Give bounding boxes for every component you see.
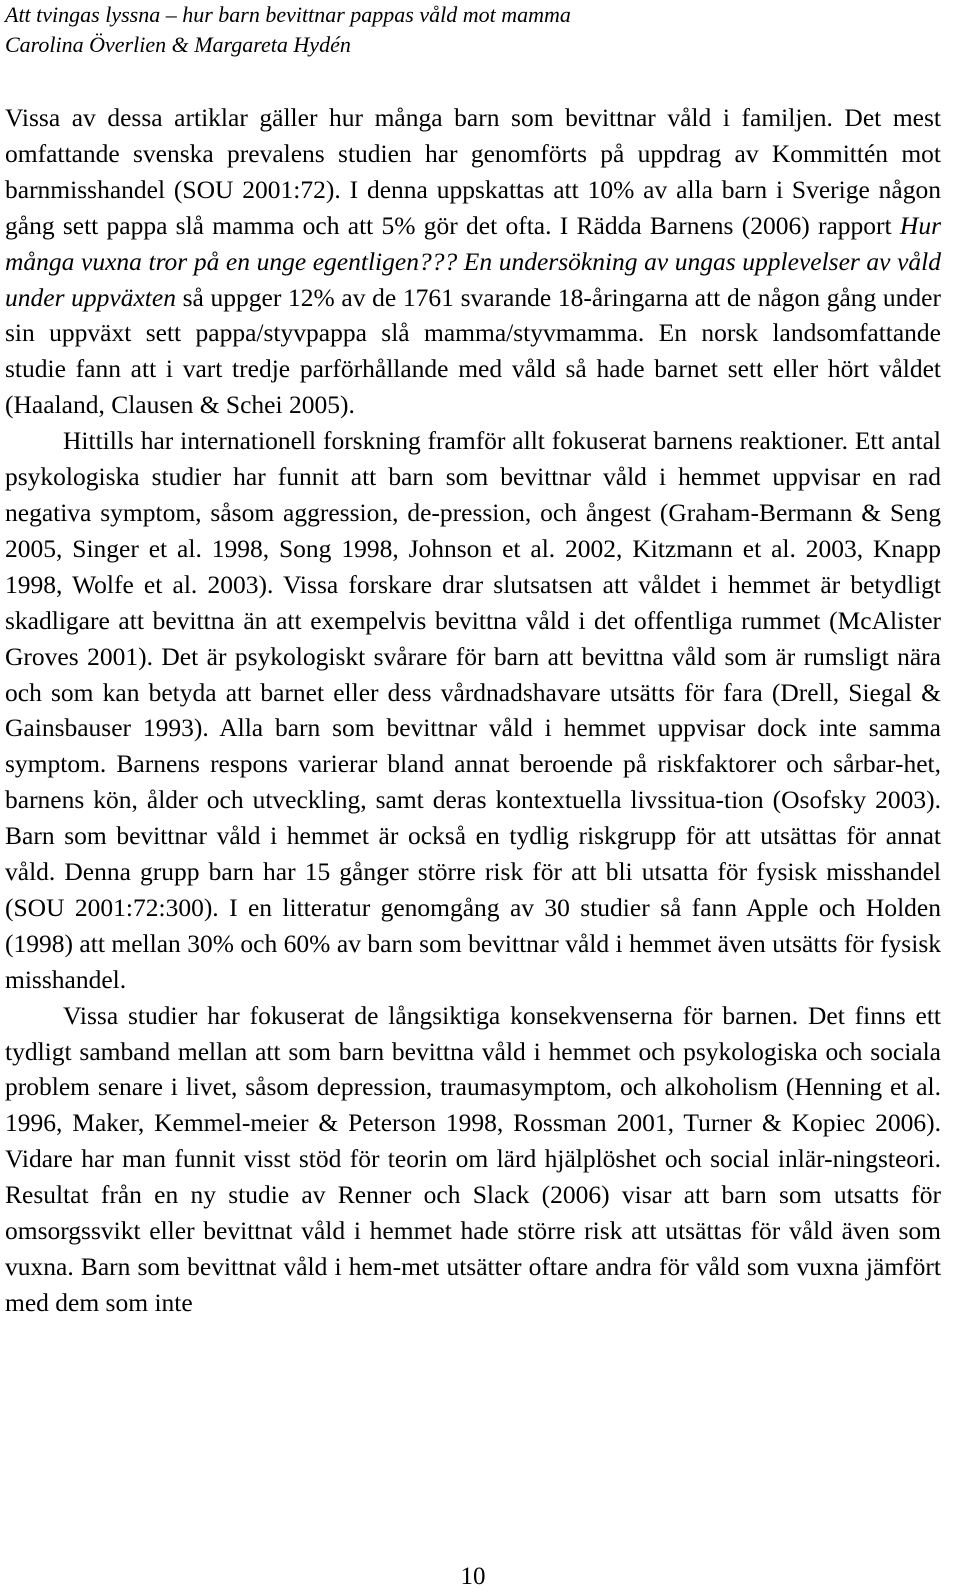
paragraph-long-term — [5, 998, 941, 1321]
running-header — [5, 0, 571, 60]
header-authors: Carolina Överlien & Margareta Hydén — [5, 32, 351, 57]
text-segment: så uppger 12% av de 1761 svarande 18-åringarna att de någon gång under sin uppväxt sett pappa/styvpappa slå mamma/styvmamma. En norsk landsomfattande studie fann att i vart tredje parförhållande med våld så hade barnet sett eller hört våldet (Haaland, Clausen & Schei 2005). — [5, 282, 941, 420]
page-number: 10 — [460, 1563, 486, 1590]
paragraph-reactions — [5, 423, 941, 998]
text-segment: Hittills har internationell forskning framför allt fokuserat barnens reaktioner. Ett antal psykologiska studier har funnit att barn som bevittnar våld i hemmet uppvisar en rad negativa symptom, såsom aggression, de-pression, och ångest (Graham-Bermann & Seng 2005, Singer et al. 1998, Song 1998, Johnson et al. 2002, Kitzmann et al. 2003, Knapp 1998, Wolfe et al. 2003). Vissa forskare drar slutsatsen att våldet i hemmet är betydligt skadligare att bevittna än att exempelvis bevittna våld i det offentliga rummet (McAlister Groves 2001). Det är psykologiskt svårare för barn att bevittna våld som är rumsligt nära och som kan betyda att barnet eller dess vårdnadshavare utsätts för fara (Drell, Siegal & Gainsbauser 1993). Alla barn som bevittnar våld i hemmet uppvisar dock inte samma symptom. Barnens respons varierar bland annat beroende på riskfaktorer och sårbar-het, barnens kön, ålder och utveckling, samt deras kontextuella livssitua-tion (Osofsky 2003). Barn som bevittnar våld i hemmet är också en tydlig riskgrupp för att utsättas för annat våld. Denna grupp barn har 15 gånger större risk för att bli utsatta för fysisk misshandel (SOU 2001:72:300). I en litteratur genomgång av 30 studier så fann Apple och Holden (1998) att mellan 30% och 60% av barn som bevittnar våld i hemmet även utsätts för fysisk misshandel. — [5, 426, 941, 994]
text-segment: Vissa studier har fokuserat de långsiktiga konsekvenserna för barnen. Det finns ett tydligt samband mellan att som barn bevittna våld i hemmet och psykologiska och sociala problem senare i livet, såsom depression, traumasymptom, och alkoholism (Henning et al. 1996, Maker, Kemmel-meier & Peterson 1998, Rossman 2001, Turner & Kopiec 2006). Vidare har man funnit visst stöd för teorin om lärd hjälplöshet och social inlär-ningsteori. Resultat från en ny studie av Renner och Slack (2006) visar att barn som utsatts för omsorgssvikt eller bevittnat våld i hemmet hade större risk att utsättas för våld även som vuxna. Barn som bevittnat våld i hem-met utsätter oftare andra för våld som vuxna jämfört med dem som inte — [5, 1000, 941, 1317]
text-segment: Vissa av dessa artiklar gäller hur många barn som bevittnar våld i familjen. Det mest omfattande svenska prevalens studien har genomförts på uppdrag av Kommittén mot barnmisshandel (SOU 2001:72). I denna uppskattas att 10% av alla barn i Sverige någon gång sett pappa slå mamma och att 5% gör det ofta. I Rädda Barnens (2006) rapport — [5, 103, 941, 240]
paragraph-prevalence — [5, 100, 941, 423]
header-title: Att tvingas lyssna – hur barn bevittnar pappas våld mot mamma — [5, 2, 571, 27]
report-title: Hur många vuxna tror på en unge egentligen??? En undersökning av ungas upplevelser av våld under uppväxten — [5, 210, 941, 312]
article-body — [5, 100, 941, 1321]
